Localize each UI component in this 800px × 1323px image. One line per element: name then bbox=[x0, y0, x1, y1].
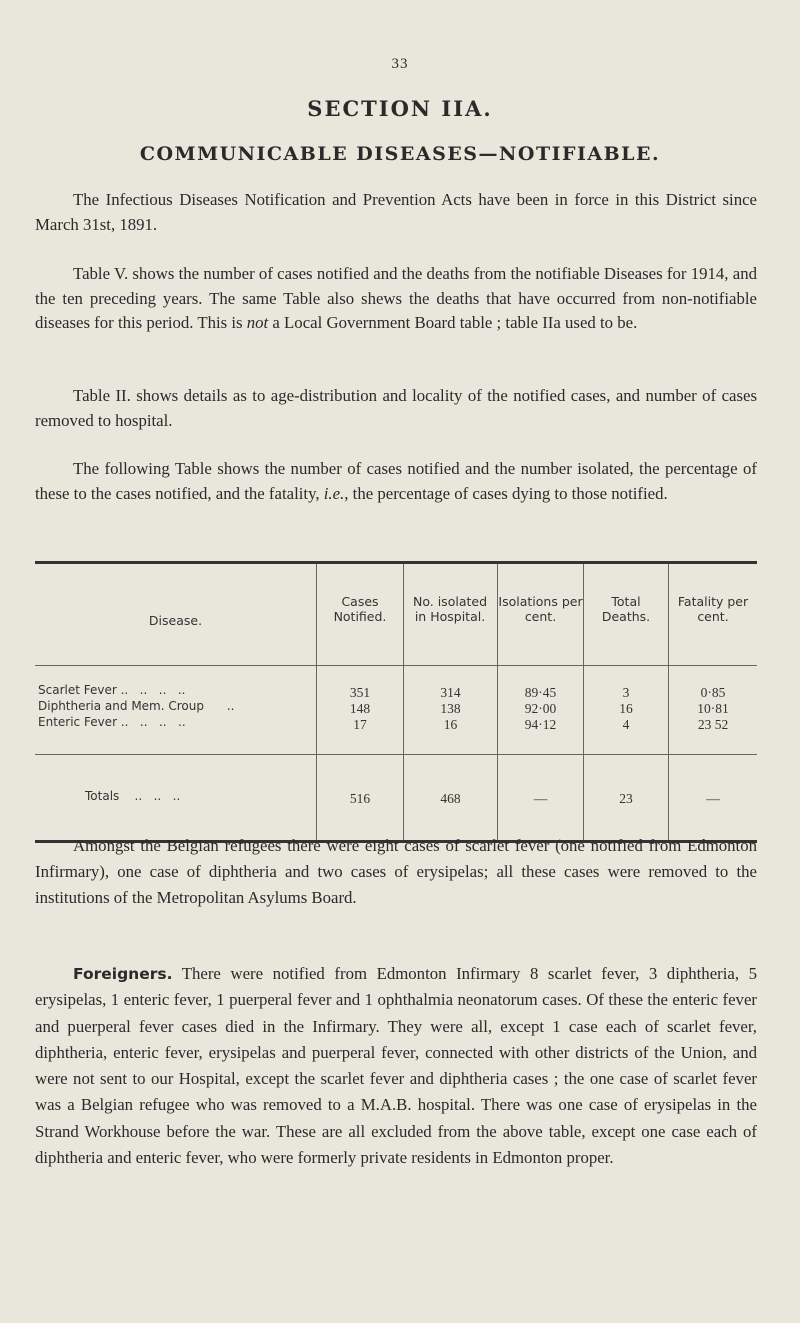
paragraph-text: Table V. shows the number of cases notified and the deaths from the notifiable Diseases for 1914, and the ten preceding years. The same Table also shews the deaths that have occurred from non-notifiable diseases for this period. This is bbox=[35, 264, 757, 332]
paragraph-text: The following Table shows the number of cases notified and the number isolated, the percentage of these to the cases notified, and the fatality, bbox=[35, 459, 757, 503]
paragraph-table-ii: Table II. shows details as to age-distribution and locality of the notified cases, and number of cases removed to hospital. bbox=[35, 386, 757, 430]
table-cell: 92·00 bbox=[524, 701, 557, 716]
totals-cell: 23 bbox=[619, 791, 633, 806]
table-cell: 351 bbox=[349, 685, 371, 700]
header-rule bbox=[317, 665, 403, 666]
paragraph-text: There were notified from Edmonton Infirmary 8 scarlet fever, 3 diphtheria, 5 erysipelas, 1 enteric fever, 1 puerperal fever and 1 ophthalmia neonatorum cases. Of these the enteric fever and puerperal fever cases died in the Infirmary. They were all, except 1 case each of scarlet fever, diphtheria, enteric fever, erysipelas and puerperal fever, connected with other districts of the Union, and were not sent to our Hospital, except the scarlet fever and diphtheria cases ; the one case of scarlet fever was a Belgian refugee who was removed to a M.A.B. hospital. There was one case of erysipelas in the Strand Workhouse before the war. These are all excluded from the above table, except one case each of diphtheria and enteric fever, who were formerly private residents in Edmonton proper. bbox=[35, 964, 757, 1168]
table-cell: 16 bbox=[619, 701, 633, 716]
header-isolations-per-cent: Isolations per cent. bbox=[498, 593, 583, 624]
header-disease: Disease. bbox=[148, 613, 203, 629]
table-row-label: Enteric Fever .. .. .. .. bbox=[38, 715, 186, 729]
totals-rule bbox=[669, 754, 757, 755]
page-number: 33 bbox=[391, 56, 409, 72]
totals-rule bbox=[498, 754, 583, 755]
table-cell: 314 bbox=[440, 685, 461, 700]
header-rule bbox=[669, 665, 757, 666]
table-cell: 23 52 bbox=[697, 717, 729, 732]
header-rule bbox=[498, 665, 583, 666]
disease-name: Scarlet Fever bbox=[38, 683, 117, 697]
paragraph-notification-acts: The Infectious Diseases Notification and Prevention Acts have been in force in this District since March 31st, 1891. bbox=[35, 190, 757, 234]
table-cell: 4 bbox=[622, 717, 630, 732]
header-fatality-per-cent: Fatality per cent. bbox=[677, 593, 749, 624]
table-cell: 89·45 bbox=[524, 685, 557, 700]
totals-label: Totals .. .. .. bbox=[85, 789, 181, 803]
totals-rule bbox=[35, 754, 316, 755]
table-cell: 94·12 bbox=[524, 717, 557, 732]
header-rule bbox=[584, 665, 668, 666]
disease-name: Diphtheria and Mem. Croup bbox=[38, 699, 204, 713]
totals-rule bbox=[404, 754, 497, 755]
paragraph-table-v bbox=[35, 262, 757, 336]
header-isolated-in-hospital: No. isolated in Hospital. bbox=[412, 593, 488, 624]
header-rule bbox=[404, 665, 497, 666]
table-cell: 10·81 bbox=[697, 701, 729, 716]
totals-text: Totals bbox=[85, 789, 120, 803]
paragraph-belgian-refugees: Amongst the Belgian refugees there were eight cases of scarlet fever (one notified from Edmonton Infirmary), one case of diphtheria and two cases of erysipelas; all these cases were removed to the institutions of the Metropolitan Asylums Board. bbox=[35, 836, 757, 907]
table-cell: 16 bbox=[443, 717, 458, 732]
totals-cell: 516 bbox=[349, 791, 371, 806]
table-cell: 3 bbox=[622, 685, 630, 700]
section-title: SECTION IIA. bbox=[307, 96, 493, 121]
totals-cell: — bbox=[706, 791, 720, 806]
paragraph-foreigners bbox=[35, 961, 757, 1171]
section-subtitle: COMMUNICABLE DISEASES—NOTIFIABLE. bbox=[139, 143, 661, 165]
table-cell: 0·85 bbox=[700, 685, 726, 700]
totals-rule bbox=[317, 754, 403, 755]
emphasis-text: not bbox=[246, 313, 269, 332]
emphasis-text: i.e. bbox=[323, 483, 345, 503]
totals-cell: — bbox=[533, 791, 548, 806]
table-cell: 17 bbox=[353, 717, 367, 732]
table-row-label: Scarlet Fever .. .. .. .. bbox=[38, 683, 186, 697]
table-cell: 138 bbox=[440, 701, 461, 716]
header-cases-notified: Cases Notified. bbox=[333, 593, 387, 624]
table-row-label: Diphtheria and Mem. Croup .. bbox=[38, 699, 235, 713]
header-total-deaths: Total Deaths. bbox=[601, 593, 651, 624]
disease-statistics-table bbox=[35, 561, 757, 843]
paragraph-following-table bbox=[35, 457, 757, 506]
totals-cell: 468 bbox=[440, 791, 461, 806]
table-cell: 148 bbox=[349, 701, 371, 716]
disease-name: Enteric Fever bbox=[38, 715, 118, 729]
paragraph-text: , the percentage of cases dying to those notified. bbox=[344, 483, 668, 503]
totals-rule bbox=[584, 754, 668, 755]
paragraph-text: a Local Government Board table ; table IIa used to be. bbox=[268, 313, 638, 332]
foreigners-heading: Foreigners. bbox=[73, 965, 173, 983]
